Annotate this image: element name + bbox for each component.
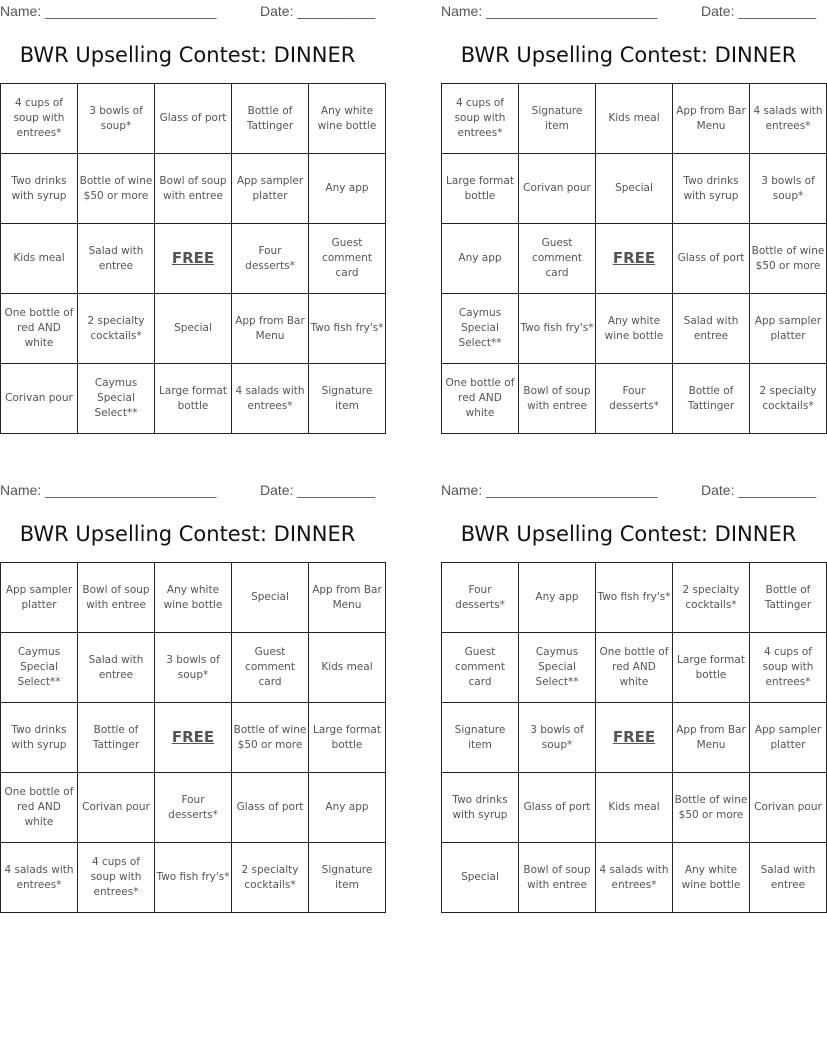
bingo-cell: Large format bottle <box>309 703 386 773</box>
bingo-cell: Two drinks with syrup <box>1 703 78 773</box>
bingo-row <box>1 843 386 913</box>
bingo-cell: Bottle of wine $50 or more <box>750 224 827 294</box>
bingo-cell: App sampler platter <box>232 154 309 224</box>
bingo-cell: Any app <box>309 773 386 843</box>
bingo-cell: Corivan pour <box>519 154 596 224</box>
bingo-cell: Glass of port <box>673 224 750 294</box>
bingo-cell: Glass of port <box>232 773 309 843</box>
bingo-row <box>442 633 827 703</box>
bingo-cell: Guest comment card <box>519 224 596 294</box>
bingo-cell: Two drinks with syrup <box>1 154 78 224</box>
bingo-cell: Bowl of soup with entree <box>519 364 596 434</box>
bingo-row <box>442 364 827 434</box>
bingo-cell: Any app <box>519 563 596 633</box>
bingo-cell: Any white wine bottle <box>155 563 232 633</box>
bingo-cell: Signature item <box>442 703 519 773</box>
bingo-cell: Caymus Special Select** <box>519 633 596 703</box>
bingo-cell: Special <box>232 563 309 633</box>
bingo-row <box>1 703 386 773</box>
free-space: FREE <box>596 703 673 773</box>
name-date-line <box>441 2 821 22</box>
bingo-cell: Bottle of Tattinger <box>78 703 155 773</box>
bingo-cell: Caymus Special Select** <box>1 633 78 703</box>
bingo-cell: Signature item <box>519 84 596 154</box>
bingo-cell: Four desserts* <box>596 364 673 434</box>
bingo-grid <box>0 562 386 913</box>
bingo-row <box>1 294 386 364</box>
bingo-cell: 4 salads with entrees* <box>596 843 673 913</box>
bingo-cell: App sampler platter <box>750 703 827 773</box>
bingo-cell: 4 cups of soup with entrees* <box>1 84 78 154</box>
bingo-cell: Any app <box>442 224 519 294</box>
bingo-cell: Bowl of soup with entree <box>155 154 232 224</box>
name-date-line <box>0 2 380 22</box>
bingo-cell: Large format bottle <box>673 633 750 703</box>
bingo-cell: Corivan pour <box>750 773 827 843</box>
bingo-row <box>442 224 827 294</box>
bingo-cell: Two fish fry's* <box>309 294 386 364</box>
bingo-row <box>442 703 827 773</box>
date-field-label: Date: __________ <box>701 482 817 498</box>
bingo-row <box>442 84 827 154</box>
bingo-cell: One bottle of red AND white <box>442 364 519 434</box>
bingo-row <box>1 563 386 633</box>
card-title: BWR Upselling Contest: DINNER <box>19 522 356 546</box>
bingo-cell: Glass of port <box>155 84 232 154</box>
free-space: FREE <box>155 703 232 773</box>
bingo-cell: One bottle of red AND white <box>1 773 78 843</box>
date-field-label: Date: __________ <box>701 3 817 19</box>
card-title: BWR Upselling Contest: DINNER <box>19 43 356 67</box>
bingo-cell: Kids meal <box>1 224 78 294</box>
bingo-row <box>1 633 386 703</box>
bingo-cell: Salad with entree <box>750 843 827 913</box>
bingo-cell: Any app <box>309 154 386 224</box>
bingo-cell: App from Bar Menu <box>309 563 386 633</box>
name-field-label: Name: ______________________ <box>0 3 217 19</box>
bingo-cell: 3 bowls of soup* <box>750 154 827 224</box>
bingo-cell: Guest comment card <box>442 633 519 703</box>
bingo-cell: Two fish fry's* <box>596 563 673 633</box>
bingo-cell: 3 bowls of soup* <box>78 84 155 154</box>
bingo-grid <box>0 83 386 434</box>
bingo-cell: Signature item <box>309 843 386 913</box>
bingo-cell: Four desserts* <box>155 773 232 843</box>
bingo-cell: Kids meal <box>596 773 673 843</box>
bingo-cell: 2 specialty cocktails* <box>232 843 309 913</box>
bingo-row <box>1 773 386 843</box>
bingo-cell: 4 salads with entrees* <box>750 84 827 154</box>
bingo-cell: Any white wine bottle <box>673 843 750 913</box>
bingo-cell: Guest comment card <box>309 224 386 294</box>
bingo-cell: Bottle of wine $50 or more <box>673 773 750 843</box>
bingo-cell: Large format bottle <box>155 364 232 434</box>
card-title: BWR Upselling Contest: DINNER <box>460 522 797 546</box>
bingo-cell: Two fish fry's* <box>155 843 232 913</box>
bingo-cell: Kids meal <box>309 633 386 703</box>
bingo-cell: 2 specialty cocktails* <box>750 364 827 434</box>
bingo-cell: Salad with entree <box>78 633 155 703</box>
bingo-cell: Bottle of Tattinger <box>750 563 827 633</box>
bingo-cell: App from Bar Menu <box>232 294 309 364</box>
name-field-label: Name: ______________________ <box>441 3 658 19</box>
bingo-row <box>442 563 827 633</box>
bingo-cell: Caymus Special Select** <box>78 364 155 434</box>
bingo-cell: 3 bowls of soup* <box>155 633 232 703</box>
date-field-label: Date: __________ <box>260 482 376 498</box>
bingo-cell: Bottle of wine $50 or more <box>78 154 155 224</box>
bingo-row <box>442 843 827 913</box>
bingo-cell: 2 specialty cocktails* <box>673 563 750 633</box>
bingo-cell: Two drinks with syrup <box>673 154 750 224</box>
bingo-grid <box>441 562 827 913</box>
bingo-cell: Two drinks with syrup <box>442 773 519 843</box>
bingo-cell: Two fish fry's* <box>519 294 596 364</box>
bingo-cell: 4 salads with entrees* <box>1 843 78 913</box>
bingo-row <box>1 224 386 294</box>
bingo-cell: Bottle of Tattinger <box>673 364 750 434</box>
bingo-cell: Salad with entree <box>78 224 155 294</box>
bingo-cell: One bottle of red AND white <box>596 633 673 703</box>
bingo-cell: Bowl of soup with entree <box>78 563 155 633</box>
bingo-cell: App sampler platter <box>1 563 78 633</box>
bingo-cell: App from Bar Menu <box>673 703 750 773</box>
name-date-line <box>0 481 380 501</box>
bingo-cell: Any white wine bottle <box>309 84 386 154</box>
bingo-cell: App sampler platter <box>750 294 827 364</box>
bingo-cell: Large format bottle <box>442 154 519 224</box>
bingo-cell: 4 cups of soup with entrees* <box>78 843 155 913</box>
bingo-row <box>1 154 386 224</box>
bingo-grid <box>441 83 827 434</box>
free-space: FREE <box>155 224 232 294</box>
bingo-cell: Any white wine bottle <box>596 294 673 364</box>
name-field-label: Name: ______________________ <box>0 482 217 498</box>
bingo-cell: Bowl of soup with entree <box>519 843 596 913</box>
bingo-cell: Bottle of Tattinger <box>232 84 309 154</box>
name-field-label: Name: ______________________ <box>441 482 658 498</box>
bingo-row <box>1 84 386 154</box>
bingo-cell: Four desserts* <box>442 563 519 633</box>
bingo-cell: Kids meal <box>596 84 673 154</box>
bingo-cell: Corivan pour <box>78 773 155 843</box>
card-title: BWR Upselling Contest: DINNER <box>460 43 797 67</box>
bingo-cell: Guest comment card <box>232 633 309 703</box>
bingo-row <box>442 773 827 843</box>
bingo-cell: 3 bowls of soup* <box>519 703 596 773</box>
bingo-cell: App from Bar Menu <box>673 84 750 154</box>
bingo-cell: Four desserts* <box>232 224 309 294</box>
bingo-cell: 4 cups of soup with entrees* <box>442 84 519 154</box>
bingo-cell: 2 specialty cocktails* <box>78 294 155 364</box>
name-date-line <box>441 481 821 501</box>
bingo-row <box>442 294 827 364</box>
bingo-cell: Special <box>155 294 232 364</box>
bingo-cell: One bottle of red AND white <box>1 294 78 364</box>
bingo-row <box>1 364 386 434</box>
bingo-cell: Special <box>596 154 673 224</box>
date-field-label: Date: __________ <box>260 3 376 19</box>
bingo-cell: Signature item <box>309 364 386 434</box>
bingo-row <box>442 154 827 224</box>
bingo-cell: Caymus Special Select** <box>442 294 519 364</box>
free-space: FREE <box>596 224 673 294</box>
bingo-cell: 4 salads with entrees* <box>232 364 309 434</box>
bingo-cell: Bottle of wine $50 or more <box>232 703 309 773</box>
bingo-cell: 4 cups of soup with entrees* <box>750 633 827 703</box>
bingo-cell: Corivan pour <box>1 364 78 434</box>
bingo-cell: Glass of port <box>519 773 596 843</box>
bingo-cell: Special <box>442 843 519 913</box>
bingo-cell: Salad with entree <box>673 294 750 364</box>
